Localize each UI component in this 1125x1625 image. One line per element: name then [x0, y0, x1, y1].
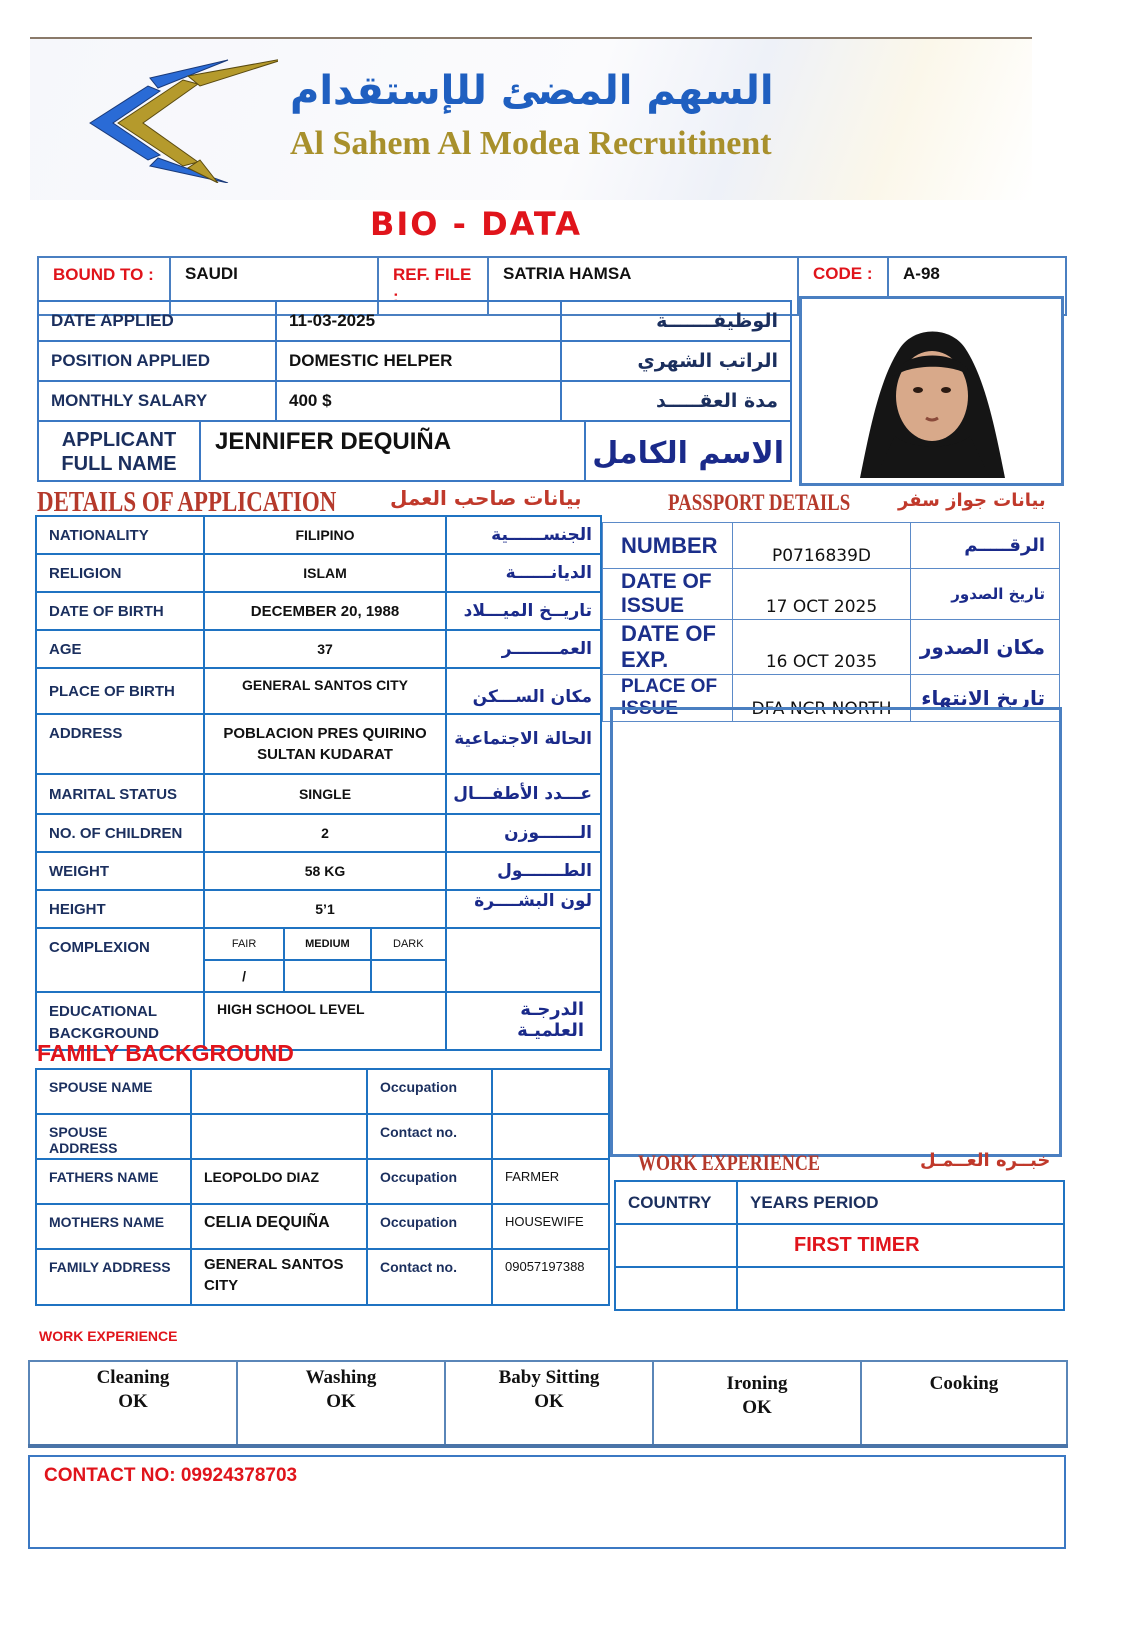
family-label: SPOUSE ADDRESS: [36, 1114, 191, 1159]
job-value: 400 $: [276, 381, 561, 421]
complexion-grid: [204, 928, 446, 992]
details-row: [36, 516, 601, 554]
passport-arabic: مكان الصدور: [911, 620, 1060, 675]
complexion-arabic: [446, 928, 601, 992]
work-history-table: [614, 1180, 1065, 1311]
details-arabic: الجنســــــية: [446, 516, 601, 554]
complexion-label: COMPLEXION: [36, 928, 204, 992]
passport-value: DFA NCR NORTH: [733, 675, 911, 722]
applicant-name-row: [37, 420, 792, 482]
passport-value: P0716839D: [733, 523, 911, 569]
page-title: BIO - DATA: [370, 205, 583, 243]
bound-to-label: BOUND TO :: [38, 257, 170, 315]
col-years-period: YEARS PERIOD: [737, 1181, 1064, 1224]
details-arabic: الـــــــوزن: [446, 814, 601, 852]
job-value: DOMESTIC HELPER: [276, 341, 561, 381]
details-row: [36, 554, 601, 592]
family-value: GENERAL SANTOS CITY: [191, 1249, 367, 1305]
passport-arabic: تاريخ الانتهاء: [911, 675, 1060, 722]
details-value: DECEMBER 20, 1988: [204, 592, 446, 630]
work-years: [737, 1267, 1064, 1310]
skill-name: Cooking: [929, 1373, 999, 1394]
details-label: MARITAL STATUS: [36, 774, 204, 814]
details-row: [36, 668, 601, 714]
contact-number: CONTACT NO: 09924378703: [44, 1465, 298, 1486]
job-arabic: مدة العقـــــد: [561, 381, 791, 421]
details-arabic: مكان الســـكن: [446, 668, 601, 714]
details-value: ISLAM: [204, 554, 446, 592]
family-row: [36, 1114, 609, 1159]
details-value: 37: [204, 630, 446, 668]
applicant-label: [38, 421, 200, 481]
family-sub-value: [492, 1114, 609, 1159]
family-value: [191, 1069, 367, 1114]
code-label: CODE :: [798, 257, 888, 315]
family-label: FAMILY ADDRESS: [36, 1249, 191, 1305]
details-label: NO. OF CHILDREN: [36, 814, 204, 852]
address-line1: POBLACION PRES QUIRINO: [223, 725, 427, 742]
family-label: FATHERS NAME: [36, 1159, 191, 1204]
skill-washing: [237, 1361, 445, 1446]
family-row: [36, 1204, 609, 1249]
company-name-english: Al Sahem Al Modea Recruitinent: [290, 125, 772, 162]
passport-arabic: تاريخ الصدور: [911, 569, 1060, 620]
job-label: POSITION APPLIED: [38, 341, 276, 381]
family-sub-label: Contact no.: [367, 1249, 492, 1305]
job-row-salary: [38, 381, 791, 421]
family-sub-value: HOUSEWIFE: [492, 1204, 609, 1249]
complexion-option-medium: MEDIUM: [284, 929, 370, 960]
family-sub-value: FARMER: [492, 1159, 609, 1204]
work-years: FIRST TIMER: [737, 1224, 1064, 1267]
details-value: 58 KG: [204, 852, 446, 890]
details-arabic: الحالة الاجتماعية: [446, 714, 601, 774]
details-label: DATE OF BIRTH: [36, 592, 204, 630]
applicant-label-line2: FULL NAME: [61, 453, 177, 475]
ref-file-value: SATRIA HAMSA: [488, 257, 798, 315]
details-arabic: تاريــخ الميـــلاد: [446, 592, 601, 630]
skill-status: OK: [534, 1391, 564, 1412]
job-label: MONTHLY SALARY: [38, 381, 276, 421]
skill-status: OK: [742, 1397, 772, 1418]
complexion-option-dark: DARK: [371, 929, 445, 960]
skill-status: OK: [118, 1391, 148, 1412]
details-arabic: الطـــــــول: [446, 852, 601, 890]
details-row: [36, 592, 601, 630]
family-row: [36, 1159, 609, 1204]
skill-name: Washing: [305, 1367, 377, 1388]
family-row: [36, 1249, 609, 1305]
details-arabic: الديانــــــة: [446, 554, 601, 592]
family-value: LEOPOLDO DIAZ: [191, 1159, 367, 1204]
family-row: [36, 1069, 609, 1114]
skill-name: Cleaning: [96, 1367, 170, 1388]
blank-photo-area: [610, 707, 1062, 1157]
passport-value: 16 OCT 2035: [733, 620, 911, 675]
details-row: [36, 852, 601, 890]
passport-label: DATE OF EXP.: [603, 620, 733, 675]
passport-value: 17 OCT 2025: [733, 569, 911, 620]
passport-label: DATE OF ISSUE: [603, 569, 733, 620]
skill-status: OK: [326, 1391, 356, 1412]
work-history-row: [615, 1267, 1064, 1310]
skill-name: Ironing: [726, 1373, 788, 1394]
family-label: SPOUSE NAME: [36, 1069, 191, 1114]
job-label: DATE APPLIED: [38, 301, 276, 341]
details-value: 5’1: [204, 890, 446, 928]
address-line2: SULTAN KUDARAT: [257, 746, 393, 763]
work-country: [615, 1224, 737, 1267]
details-label: PLACE OF BIRTH: [36, 668, 204, 714]
skill-name: Baby Sitting: [498, 1367, 600, 1388]
family-sub-label: Occupation: [367, 1069, 492, 1114]
job-info-table: [37, 300, 792, 422]
complexion-row: [36, 928, 601, 992]
arrow-logo-icon: [88, 58, 278, 183]
details-label: RELIGION: [36, 554, 204, 592]
details-label: NATIONALITY: [36, 516, 204, 554]
applicant-label-line1: APPLICANT: [61, 429, 177, 451]
passport-row: [603, 523, 1060, 569]
details-row: [36, 814, 601, 852]
contact-box: [28, 1455, 1066, 1549]
details-value: SINGLE: [204, 774, 446, 814]
details-label: WEIGHT: [36, 852, 204, 890]
details-value: [204, 714, 446, 774]
family-table: [35, 1068, 610, 1306]
details-value: GENERAL SANTOS CITY: [204, 668, 446, 714]
skill-cleaning: [29, 1361, 237, 1446]
details-label: HEIGHT: [36, 890, 204, 928]
bound-to-value: SAUDI: [170, 257, 378, 315]
complexion-mark-fair[interactable]: /: [205, 960, 284, 991]
job-row-position: [38, 341, 791, 381]
family-sub-label: Contact no.: [367, 1114, 492, 1159]
col-country: COUNTRY: [615, 1181, 737, 1224]
family-sub-value: 09057197388: [492, 1249, 609, 1305]
details-heading-arabic: بيانات صاحب العمل: [390, 486, 582, 510]
passport-heading-arabic: بيانات جواز سفر: [898, 490, 1046, 511]
education-label-line1: EDUCATIONAL: [49, 1003, 158, 1020]
details-value: FILIPINO: [204, 516, 446, 554]
family-value: [191, 1114, 367, 1159]
details-table: [35, 515, 602, 1051]
family-sub-value: [492, 1069, 609, 1114]
details-arabic: العمــــــــر: [446, 630, 601, 668]
family-sub-label: Occupation: [367, 1159, 492, 1204]
complexion-option-fair: FAIR: [205, 929, 284, 960]
passport-label: PLACE OF ISSUE: [603, 675, 733, 722]
details-value: 2: [204, 814, 446, 852]
family-sub-label: Occupation: [367, 1204, 492, 1249]
job-arabic: الوظيفـــــــة: [561, 301, 791, 341]
work-history-row: [615, 1224, 1064, 1267]
code-value: A-98: [903, 264, 940, 283]
work-history-heading-arabic: خبــره العــمـل: [920, 1150, 1051, 1171]
work-history-heading: WORK EXPERIENCE: [638, 1150, 820, 1175]
complexion-mark-medium[interactable]: [284, 960, 370, 991]
job-value: 11-03-2025: [276, 301, 561, 341]
details-heading: DETAILS OF APPLICATION: [37, 487, 337, 518]
passport-heading: PASSPORT DETAILS: [668, 490, 851, 515]
education-label-line2: BACKGROUND: [49, 1025, 159, 1042]
family-heading: FAMILY BACKGROUND: [37, 1040, 294, 1066]
passport-label: NUMBER: [603, 523, 733, 569]
work-country: [615, 1267, 737, 1310]
skill-ironing: [653, 1361, 861, 1446]
details-row: [36, 630, 601, 668]
passport-row: [603, 620, 1060, 675]
details-row: [36, 774, 601, 814]
education-value: HIGH SCHOOL LEVEL: [204, 992, 446, 1050]
company-name-arabic: السهم المضئ للإستقدام: [290, 68, 774, 114]
education-arabic: الدرجـة العلميـة: [446, 992, 601, 1050]
details-label: ADDRESS: [36, 714, 204, 774]
passport-row: [603, 569, 1060, 620]
skill-baby-sitting: [445, 1361, 653, 1446]
details-row: [36, 890, 601, 928]
work-history-header-row: [615, 1181, 1064, 1224]
applicant-full-name: JENNIFER DEQUIÑA: [200, 421, 585, 481]
details-arabic: لون البشــــرة: [446, 890, 601, 928]
applicant-photo: [840, 318, 1022, 478]
skill-cooking: [861, 1361, 1067, 1446]
details-label: AGE: [36, 630, 204, 668]
passport-table: [602, 522, 1060, 722]
details-row: [36, 714, 601, 774]
ref-file-label: REF. FILE :: [378, 257, 488, 315]
passport-arabic: الرقـــــم: [911, 523, 1060, 569]
skills-table: [28, 1360, 1068, 1448]
family-label: MOTHERS NAME: [36, 1204, 191, 1249]
applicant-name-arabic: الاسم الكامل: [592, 436, 784, 471]
details-arabic: عـــدد الأطفـــال: [446, 774, 601, 814]
family-value: CELIA DEQUIÑA: [191, 1204, 367, 1249]
job-arabic: الراتب الشهري: [561, 341, 791, 381]
complexion-mark-dark[interactable]: [371, 960, 445, 991]
skills-heading: WORK EXPERIENCE: [39, 1328, 178, 1344]
job-row-date-applied: [38, 301, 791, 341]
